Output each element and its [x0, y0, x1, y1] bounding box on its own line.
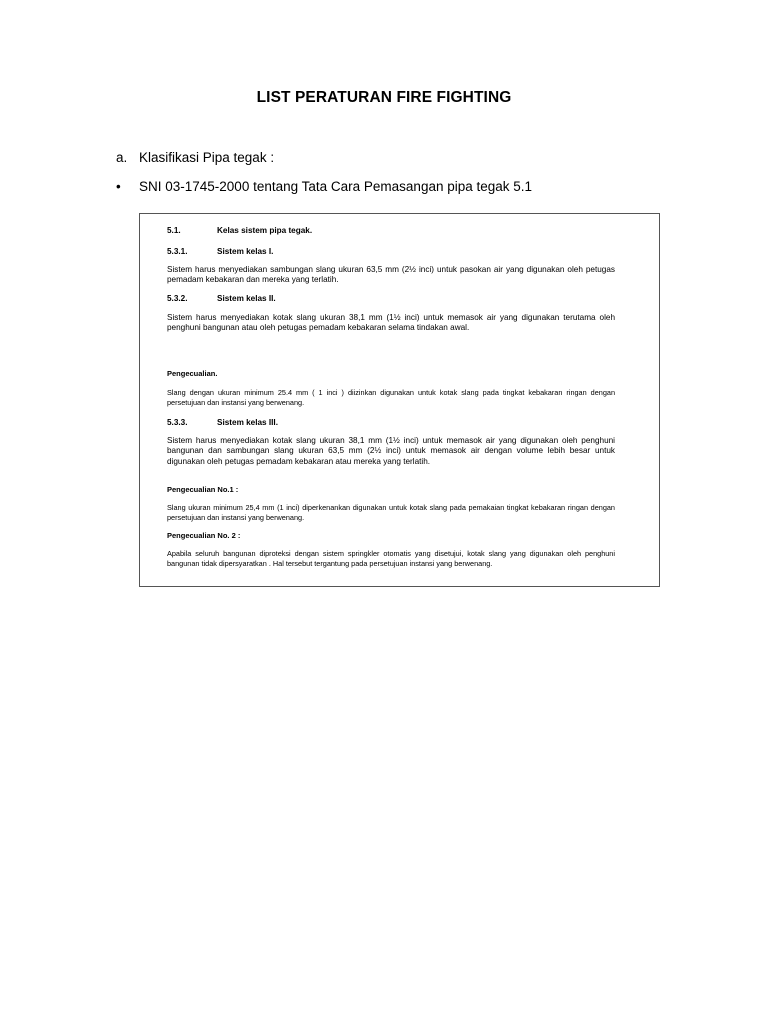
pengecualian-label: Pengecualian.: [167, 369, 218, 378]
list-item-a: [116, 150, 274, 165]
list-text-b: SNI 03-1745-2000 tentang Tata Cara Pemasangan pipa tegak 5.1: [139, 179, 533, 194]
section-5-3-2-text: Sistem harus menyediakan kotak slang ukuran 38,1 mm (1½ inci) untuk memasok air yang digunakan terutama oleh penghuni bangunan atau oleh petugas pemadam kebakaran selama tindakan awal.: [167, 313, 615, 333]
section-5-3-2-number: 5.3.2.: [167, 294, 188, 303]
pengecualian-no2-label: Pengecualian No. 2 :: [167, 531, 241, 540]
pengecualian-no2-text: Apabila seluruh bangunan diproteksi dengan sistem springkler otomatis yang disetujui, kotak slang yang digunakan oleh penghuni bangunan tidak dipersyaratkan . Hal tersebut tergantung pada persetujuan instansi yang berwenang.: [167, 549, 615, 568]
bullet-icon: •: [116, 179, 121, 194]
list-text-a: Klasifikasi Pipa tegak :: [139, 150, 275, 165]
section-5-3-3-text: Sistem harus menyediakan kotak slang ukuran 38,1 mm (1½ inci) untuk memasok air yang digunakan oleh penghuni bangunan dan sambungan slang ukuran 63,5 mm (2½ inci) untuk memasok air dengan volume lebih besar untuk digunakan oleh petugas pemadam kebakaran atau mereka yang terlatih.: [167, 436, 615, 466]
section-5-3-2-title: Sistem kelas II.: [217, 294, 276, 303]
section-5-3-1-number: 5.3.1.: [167, 247, 188, 256]
regulation-excerpt-image: [139, 213, 660, 587]
section-5-3-1-title: Sistem kelas I.: [217, 247, 274, 256]
section-5-3-3-title: Sistem kelas III.: [217, 418, 278, 427]
pengecualian-no1-text: Slang ukuran minimum 25,4 mm (1 inci) diperkenankan digunakan untuk kotak slang pada pemakaian tingkat kebakaran ringan dengan persetujuan dan instansi yang berwenang.: [167, 503, 615, 522]
section-5-3-1-text: Sistem harus menyediakan sambungan slang ukuran 63,5 mm (2½ inci) untuk pasokan air yang digunakan oleh petugas pemadam kebakaran dan mereka yang terlatih.: [167, 265, 615, 285]
document-title: LIST PERATURAN FIRE FIGHTING: [256, 89, 512, 106]
section-5-3-3-number: 5.3.3.: [167, 418, 188, 427]
section-5-1-title: Kelas sistem pipa tegak.: [217, 226, 313, 235]
list-marker-a: a.: [116, 150, 128, 165]
pengecualian-no1-label: Pengecualian No.1 :: [167, 485, 239, 494]
list-item-b: [116, 179, 532, 194]
pengecualian-text: Slang dengan ukuran minimum 25.4 mm ( 1 inci ) diizinkan digunakan untuk kotak slang pada tingkat kebakaran ringan dengan persetujuan dan instansi yang berwenang.: [167, 388, 615, 407]
section-5-1-number: 5.1.: [167, 226, 181, 235]
